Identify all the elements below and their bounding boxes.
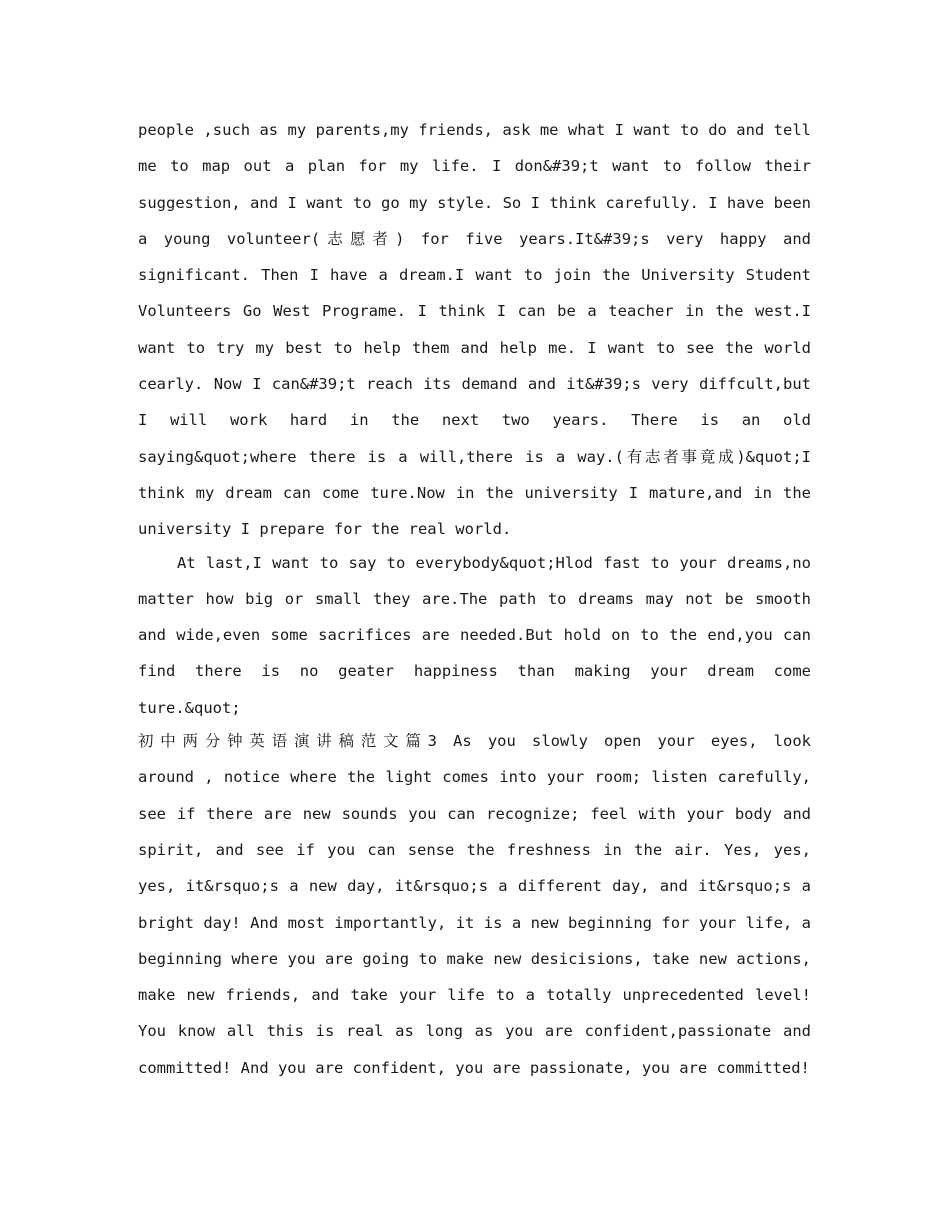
- text-line: suggestion, and I want to go my style. So I think carefully. I have been: [138, 193, 811, 212]
- section-heading-line: 初中两分钟英语演讲稿范文篇3 As you slowly open your eyes, look: [138, 732, 811, 751]
- text-line: see if there are new sounds you can recognize; feel with your body and: [138, 804, 811, 823]
- text-line: ture.&quot;: [138, 698, 241, 717]
- text-line: me to map out a plan for my life. I don&#39;t want to follow their: [138, 157, 811, 176]
- text-line: spirit, and see if you can sense the freshness in the air. Yes, yes,: [138, 840, 811, 859]
- text-line: significant. Then I have a dream.I want to join the University Student: [138, 266, 811, 285]
- text-line: make new friends, and take your life to a totally unprecedented level!: [138, 986, 811, 1005]
- text-line: and wide,even some sacrifices are needed.But hold on to the end,you can: [138, 626, 811, 645]
- text-line: matter how big or small they are.The path to dreams may not be smooth: [138, 589, 811, 608]
- paragraph-at-last: [138, 545, 811, 726]
- paragraph-volunteer-dream: [138, 112, 811, 548]
- text-line: yes, it&rsquo;s a new day, it&rsquo;s a different day, and it&rsquo;s a: [138, 877, 811, 896]
- paragraph-speech-3: [138, 723, 811, 1086]
- text-line: saying&quot;where there is a will,there is a way.(有志者事竟成)&quot;I: [138, 447, 811, 466]
- text-line: a young volunteer(志愿者) for five years.It&#39;s very happy and: [138, 229, 811, 248]
- text-line: beginning where you are going to make new desicisions, take new actions,: [138, 949, 811, 968]
- text-line: find there is no geater happiness than making your dream come: [138, 662, 811, 681]
- text-line: committed! And you are confident, you are passionate, you are committed!: [138, 1058, 810, 1077]
- text-line: around , notice where the light comes into your room; listen carefully,: [138, 768, 811, 787]
- text-line: people ,such as my parents,my friends, ask me what I want to do and tell: [138, 121, 811, 139]
- text-line: cearly. Now I can&#39;t reach its demand and it&#39;s very diffcult,but: [138, 375, 811, 394]
- text-line: want to try my best to help them and help me. I want to see the world: [138, 338, 811, 357]
- text-line: bright day! And most importantly, it is a new beginning for your life, a: [138, 913, 811, 932]
- text-line: Volunteers Go West Programe. I think I can be a teacher in the west.I: [138, 302, 811, 321]
- text-line: At last,I want to say to everybody&quot;Hlod fast to your dreams,no: [177, 553, 811, 572]
- text-line: You know all this is real as long as you are confident,passionate and: [138, 1022, 811, 1041]
- text-line: university I prepare for the real world.: [138, 520, 512, 539]
- text-line: I will work hard in the next two years. There is an old: [138, 411, 811, 430]
- text-line: think my dream can come ture.Now in the university I mature,and in the: [138, 483, 811, 502]
- document-body: [138, 112, 811, 1086]
